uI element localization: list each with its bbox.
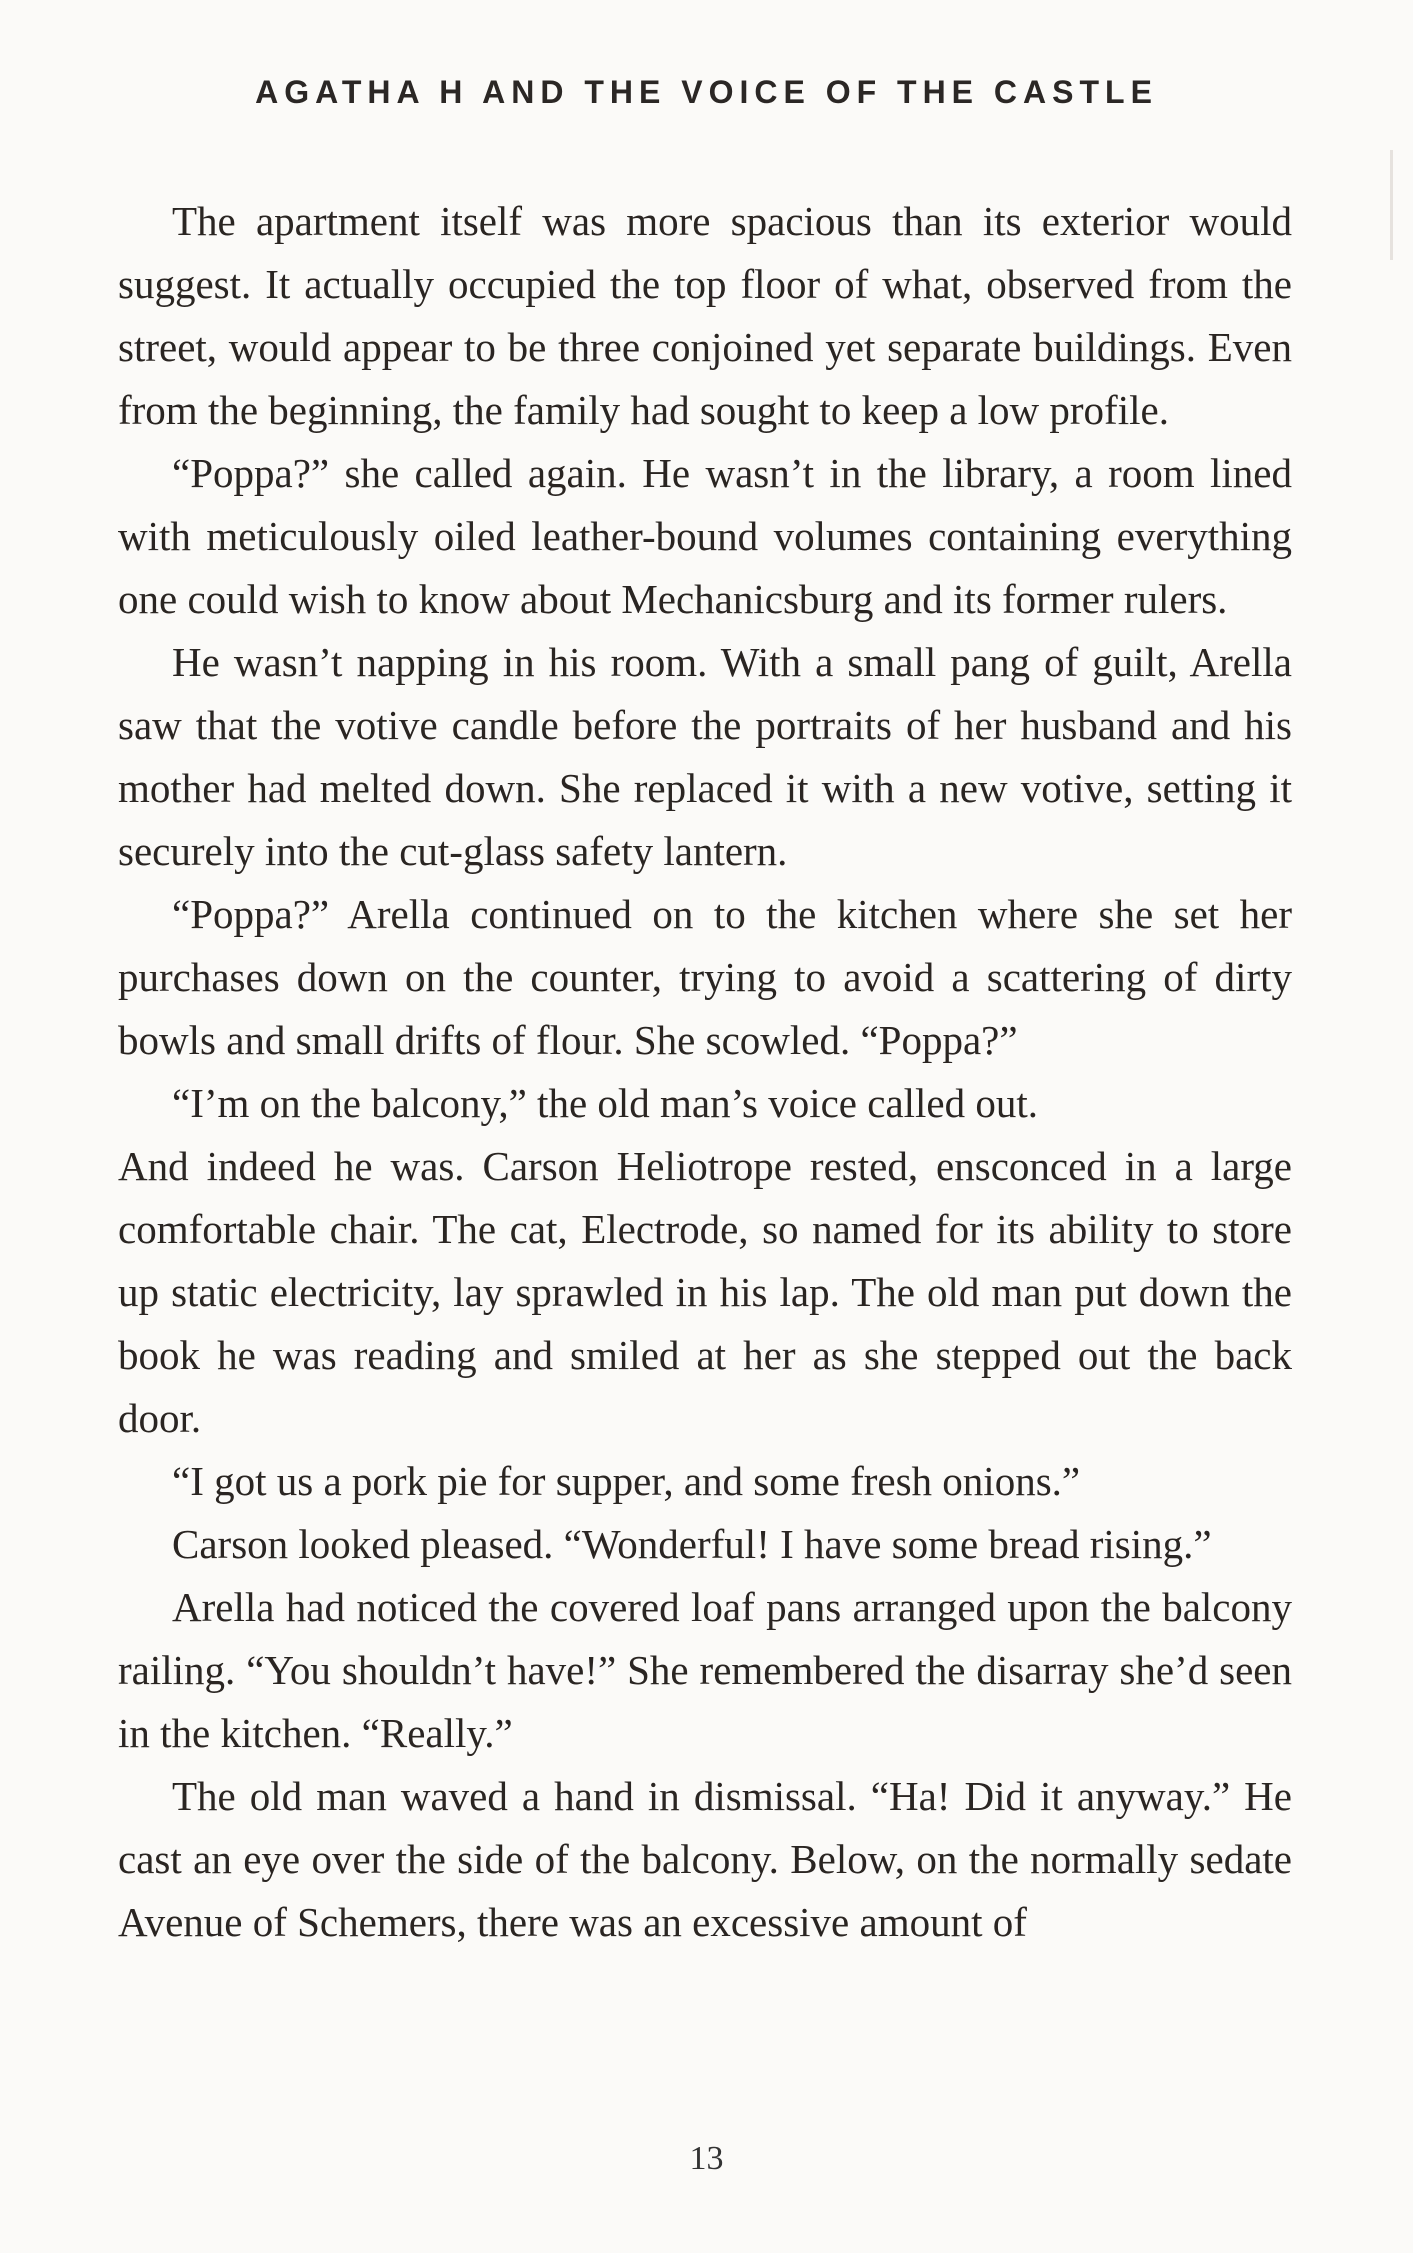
page-edge-mark [1390, 150, 1393, 260]
paragraph-7: “I got us a pork pie for supper, and some fresh onions.” [172, 1458, 1081, 1504]
paragraph-10: The old man waved a hand in dismissal. “Ha! Did it anyway.” He cast an eye over the side of the balcony. Below, on the normally sedate Avenue of Schemers, there was an excessive amount of [118, 1773, 1292, 1945]
body-text [118, 190, 1292, 1954]
paragraph-5: “I’m on the balcony,” the old man’s voice called out. [172, 1080, 1039, 1126]
paragraph-8: Carson looked pleased. “Wonderful! I have some bread rising.” [172, 1521, 1212, 1567]
page-number: 13 [689, 2140, 724, 2177]
paragraph-1: The apartment itself was more spacious than its exterior would suggest. It actually occupied the top floor of what, observed from the street, would appear to be three conjoined yet separate buildings. Even from the beginning, the family had sought to keep a low profile. [118, 198, 1292, 433]
paragraph-9: Arella had noticed the covered loaf pans arranged upon the balcony railing. “You shouldn’t have!” She remembered the disarray she’d seen in the kitchen. “Really.” [118, 1584, 1292, 1756]
paragraph-2: “Poppa?” she called again. He wasn’t in the library, a room lined with meticulously oiled leather-bound volumes containing everything one could wish to know about Mechanicsburg and its former rulers. [118, 450, 1292, 622]
paragraph-4: “Poppa?” Arella continued on to the kitchen where she set her purchases down on the counter, trying to avoid a scattering of dirty bowls and small drifts of flour. She scowled. “Poppa?” [118, 891, 1292, 1063]
paragraph-6: And indeed he was. Carson Heliotrope rested, ensconced in a large comfortable chair. The cat, Electrode, so named for its ability to store up static electricity, lay sprawled in his lap. The old man put down the book he was reading and smiled at her as she stepped out the back door. [118, 1143, 1292, 1441]
paragraph-3: He wasn’t napping in his room. With a small pang of guilt, Arella saw that the votive candle before the portraits of her husband and his mother had melted down. She replaced it with a new votive, setting it securely into the cut-glass safety lantern. [118, 639, 1292, 874]
running-head: AGATHA H AND THE VOICE OF THE CASTLE [255, 74, 1158, 110]
